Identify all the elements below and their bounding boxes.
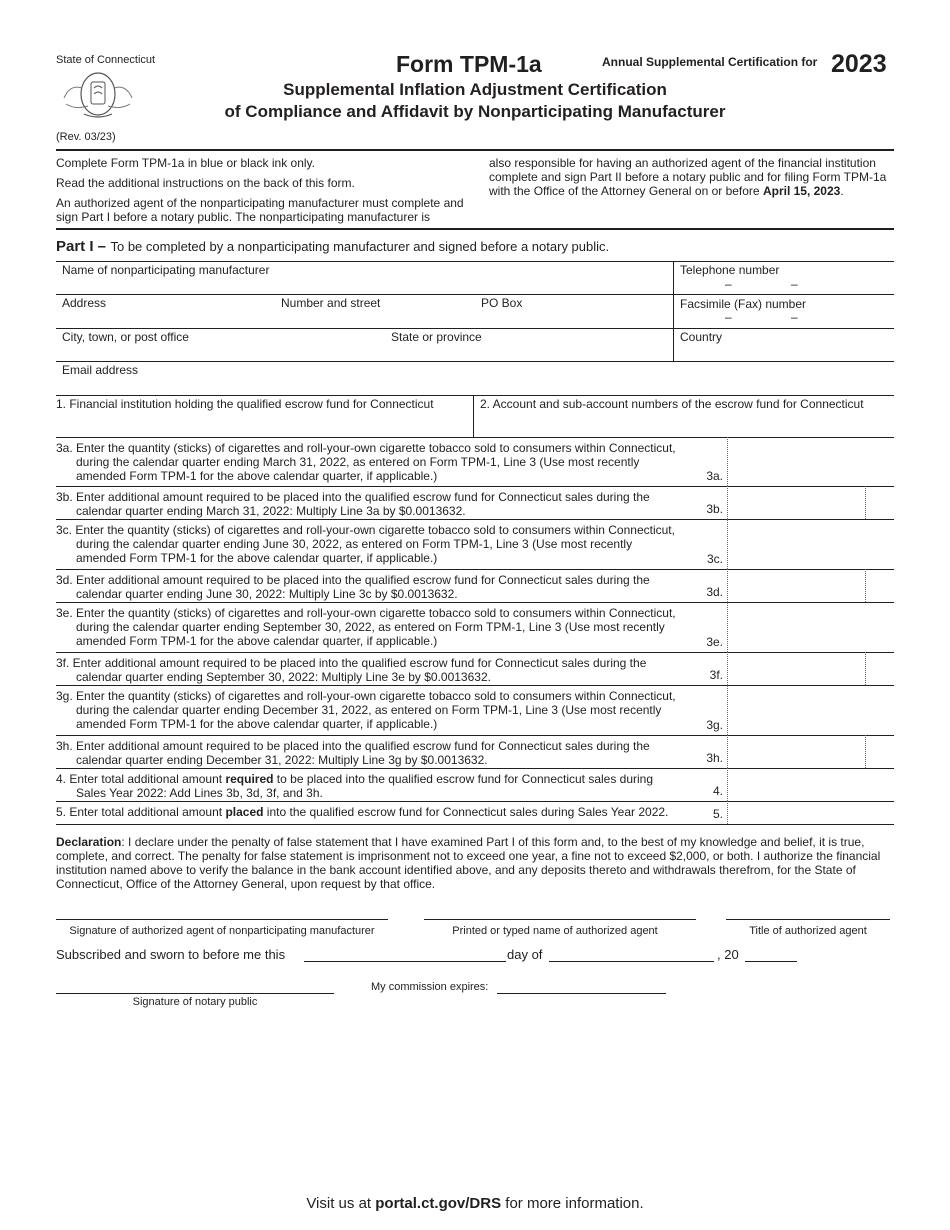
commission-label: My commission expires: <box>371 981 489 993</box>
line-3h-text <box>56 739 696 767</box>
line-number-label: 3a. <box>706 469 723 483</box>
sworn-month-line[interactable] <box>549 961 714 962</box>
cents-column-divider <box>865 569 866 602</box>
cents-column-divider <box>865 652 866 685</box>
line-text-row: 3a. Enter the quantity (sticks) of cigarettes and roll-your-own cigarette tobacco sold to consumers within Connecticut, <box>56 441 676 455</box>
line-text-row: Sales Year 2022: Add Lines 3b, 3d, 3f, and 3h. <box>76 786 323 800</box>
footer <box>0 1195 950 1212</box>
instruction-right <box>489 156 897 198</box>
account-number-label: 2. Account and sub-account numbers of the escrow fund for Connecticut <box>480 397 864 411</box>
answer-column-divider <box>727 768 728 801</box>
row-rule <box>56 824 894 825</box>
line-text-row: during the calendar quarter ending March 31, 2022, as entered on Form TPM-1, Line 3 (Use most recently <box>76 455 640 469</box>
filing-deadline: April 15, 2023 <box>762 184 841 198</box>
row-rule <box>56 395 894 396</box>
line-3g-amount-field[interactable] <box>729 686 893 734</box>
line-4-text <box>56 772 696 800</box>
cents-column-divider <box>865 735 866 768</box>
answer-column-divider <box>727 486 728 519</box>
line-text-part: 4. Enter total additional amount <box>56 772 226 786</box>
telephone-dash: – <box>725 277 732 291</box>
telephone-label: Telephone number <box>680 263 780 277</box>
line-text-part: 5. Enter total additional amount <box>56 805 226 819</box>
declaration-text: : I declare under the penalty of false statement that I have examined Part I of this form and, to the best of my knowledge and belief, it is true, complete, and correct. The penalty for false statement is imprisonment not to exceed one year, a fine not to exceed $2,000, or both. I authorize the financial institution named above to verify the balance in the bank account identified above, and any deposits thereto and withdrawals therefrom, for the State of Connecticut, Office of the Attorney General, upon request by that office. <box>56 835 881 891</box>
agent-signature-label: Signature of authorized agent of nonparticipating manufacturer <box>69 925 375 937</box>
line-3b-text <box>56 490 696 518</box>
line-number-label: 3f. <box>709 668 723 682</box>
notary-signature-line[interactable] <box>56 993 334 994</box>
line-3e-amount-field[interactable] <box>729 603 893 651</box>
line-text-row: 3g. Enter the quantity (sticks) of cigarettes and roll-your-own cigarette tobacco sold to consumers within Connecticut, <box>56 689 676 703</box>
line-text-row: calendar quarter ending December 31, 2022: Multiply Line 3g by $0.0013632. <box>76 753 488 767</box>
line-text-part: to be placed into the qualified escrow fund for Connecticut sales during <box>273 772 654 786</box>
instruction-agent: An authorized agent of the nonparticipating manufacturer must complete and sign Part I before a notary public. The nonparticipating manufacturer is <box>56 196 464 224</box>
notary-signature-label: Signature of notary public <box>132 996 258 1008</box>
line-3f-text <box>56 656 696 684</box>
line-text-row: during the calendar quarter ending June 30, 2022, as entered on Form TPM-1, Line 3 (Use most recently <box>76 537 633 551</box>
commission-line[interactable] <box>497 993 666 994</box>
tax-year: 2023 <box>831 50 887 78</box>
line-text-row: 3b. Enter additional amount required to be placed into the qualified escrow fund for Connecticut sales during the <box>56 490 650 504</box>
footer-link[interactable]: portal.ct.gov/DRS <box>375 1195 502 1212</box>
line-text-row: calendar quarter ending June 30, 2022: Multiply Line 3c by $0.0013632. <box>76 587 458 601</box>
day-of-label: day of <box>507 947 543 962</box>
column-divider <box>473 395 474 438</box>
row-rule <box>56 261 894 262</box>
line-text-row: amended Form TPM-1 for the above calendar quarter, if applicable.) <box>76 717 438 731</box>
manufacturer-name-label: Name of nonparticipating manufacturer <box>62 263 270 277</box>
line-3e-text <box>56 606 696 648</box>
line-3a-text <box>56 441 696 483</box>
line-text-row: amended Form TPM-1 for the above calendar quarter, if applicable.) <box>76 551 438 565</box>
line-number-label: 3b. <box>706 502 723 516</box>
line-text-part: into the qualified escrow fund for Connecticut sales during Sales Year 2022. <box>263 805 669 819</box>
instructions-rule <box>56 228 894 230</box>
city-label: City, town, or post office <box>62 330 189 344</box>
sworn-year-line[interactable] <box>745 961 797 962</box>
line-3c-text <box>56 523 696 565</box>
address-label: Address <box>62 296 107 310</box>
line-number-label: 3h. <box>706 751 723 765</box>
header-rule <box>56 149 894 151</box>
subtitle-line-2: of Compliance and Affidavit by Nonparticipating Manufacturer <box>224 102 726 121</box>
line-text-row: 3c. Enter the quantity (sticks) of cigarettes and roll-your-own cigarette tobacco sold to consumers within Connecticut, <box>56 523 675 537</box>
sworn-statement: Subscribed and sworn to before me this <box>56 947 286 962</box>
state-province-label: State or province <box>391 330 482 344</box>
answer-column-divider <box>727 685 728 735</box>
line-3a-amount-field[interactable] <box>729 438 893 485</box>
line-text-row: 3d. Enter additional amount required to be placed into the qualified escrow fund for Connecticut sales during the <box>56 573 650 587</box>
declaration <box>56 835 896 891</box>
annual-label: Annual Supplemental Certification for <box>602 55 818 69</box>
row-rule <box>56 294 894 295</box>
instruction-read: Read the additional instructions on the back of this form. <box>56 176 355 190</box>
answer-column-divider <box>727 735 728 768</box>
year-prefix: , 20 <box>717 947 739 962</box>
email-field[interactable] <box>62 377 892 393</box>
agent-name-label: Printed or typed name of authorized agent <box>452 925 658 937</box>
address-field[interactable] <box>62 310 667 326</box>
state-label: State of Connecticut <box>56 54 156 66</box>
line-text-row: 3h. Enter additional amount required to be placed into the qualified escrow fund for Connecticut sales during the <box>56 739 650 753</box>
financial-institution-label: 1. Financial institution holding the qualified escrow fund for Connecticut <box>56 397 434 411</box>
fax-field[interactable] <box>680 310 890 326</box>
financial-institution-field[interactable] <box>56 413 466 435</box>
answer-column-divider <box>727 569 728 602</box>
answer-column-divider <box>727 652 728 685</box>
cents-column-divider <box>865 486 866 519</box>
part1-heading <box>56 238 609 256</box>
manufacturer-name-field[interactable] <box>62 277 667 293</box>
subtitle-line-1: Supplemental Inflation Adjustment Certification <box>283 80 667 99</box>
answer-column-divider <box>727 801 728 824</box>
row-rule <box>56 361 894 362</box>
line-text-row: 3f. Enter additional amount required to be placed into the qualified escrow fund for Connecticut sales during the <box>56 656 647 670</box>
line-text-row: during the calendar quarter ending December 31, 2022, as entered on Form TPM-1, Line 3 (Use most recently <box>76 703 662 717</box>
row-rule <box>56 328 894 329</box>
country-label: Country <box>680 330 723 344</box>
line-4-amount-field[interactable] <box>729 769 893 800</box>
line-text-emphasis: required <box>225 772 274 786</box>
footer-text-end: for more information. <box>501 1195 644 1212</box>
sworn-day-line[interactable] <box>304 961 506 962</box>
agent-title-line[interactable] <box>726 919 890 920</box>
answer-column-divider <box>727 437 728 486</box>
account-number-field[interactable] <box>480 413 890 435</box>
column-divider <box>673 261 674 361</box>
line-number-label: 3e. <box>706 635 723 649</box>
line-text-row: during the calendar quarter ending September 30, 2022, as entered on Form TPM-1, Line 3 (Use most recently <box>76 620 665 634</box>
line-5-text <box>56 805 696 819</box>
line-number-label: 4. <box>712 784 723 798</box>
country-field[interactable] <box>680 344 890 360</box>
line-3f-amount-field[interactable] <box>729 653 864 684</box>
line-3d-amount-field[interactable] <box>729 570 864 601</box>
line-5-amount-field[interactable] <box>729 802 893 823</box>
po-box-label: PO Box <box>481 296 523 310</box>
line-3g-text <box>56 689 696 731</box>
fax-dash: – <box>791 310 798 324</box>
agent-name-line[interactable] <box>424 919 696 920</box>
part1-label: Part I – <box>56 238 107 255</box>
agent-title-label: Title of authorized agent <box>749 925 867 937</box>
line-text-row: amended Form TPM-1 for the above calendar quarter, if applicable.) <box>76 469 438 483</box>
answer-column-divider <box>727 519 728 569</box>
instruction-ink: Complete Form TPM-1a in blue or black ink only. <box>56 156 315 170</box>
line-3d-text <box>56 573 696 601</box>
line-3c-amount-field[interactable] <box>729 520 893 568</box>
instruction-right-end: . <box>840 184 844 198</box>
line-3h-amount-field[interactable] <box>729 736 864 767</box>
city-state-field[interactable] <box>62 344 667 360</box>
line-text-row: 3e. Enter the quantity (sticks) of cigarettes and roll-your-own cigarette tobacco sold to consumers within Connecticut, <box>56 606 676 620</box>
email-label: Email address <box>62 363 139 377</box>
instruction-right-text: also responsible for having an authorized agent of the financial institution complete and sign Part II before a notary public and for filing Form TPM-1a with the Office of the Attorney General on or before <box>489 156 887 198</box>
line-number-label: 5. <box>712 807 723 821</box>
form-title: Form TPM-1a <box>396 51 542 77</box>
line-number-label: 3g. <box>706 718 723 732</box>
line-text-row: calendar quarter ending March 31, 2022: Multiply Line 3a by $0.0013632. <box>76 504 466 518</box>
telephone-field[interactable] <box>680 277 890 293</box>
footer-text: Visit us at <box>306 1195 376 1212</box>
declaration-label: Declaration <box>56 835 122 849</box>
answer-column-divider <box>727 602 728 652</box>
line-text-row: calendar quarter ending September 30, 2022: Multiply Line 3e by $0.0013632. <box>76 670 491 684</box>
line-number-label: 3d. <box>706 585 723 599</box>
line-text-row: amended Form TPM-1 for the above calendar quarter, if applicable.) <box>76 634 438 648</box>
line-3b-amount-field[interactable] <box>729 487 864 518</box>
line-number-label: 3c. <box>706 552 723 566</box>
revision-label: (Rev. 03/23) <box>56 131 116 143</box>
agent-signature-line[interactable] <box>56 919 388 920</box>
telephone-dash: – <box>791 277 798 291</box>
line-text-emphasis: placed <box>225 805 264 819</box>
fax-dash: – <box>725 310 732 324</box>
part1-description: To be completed by a nonparticipating manufacturer and signed before a notary public. <box>110 239 610 254</box>
number-street-label: Number and street <box>281 296 381 310</box>
fax-label: Facsimile (Fax) number <box>680 297 807 311</box>
